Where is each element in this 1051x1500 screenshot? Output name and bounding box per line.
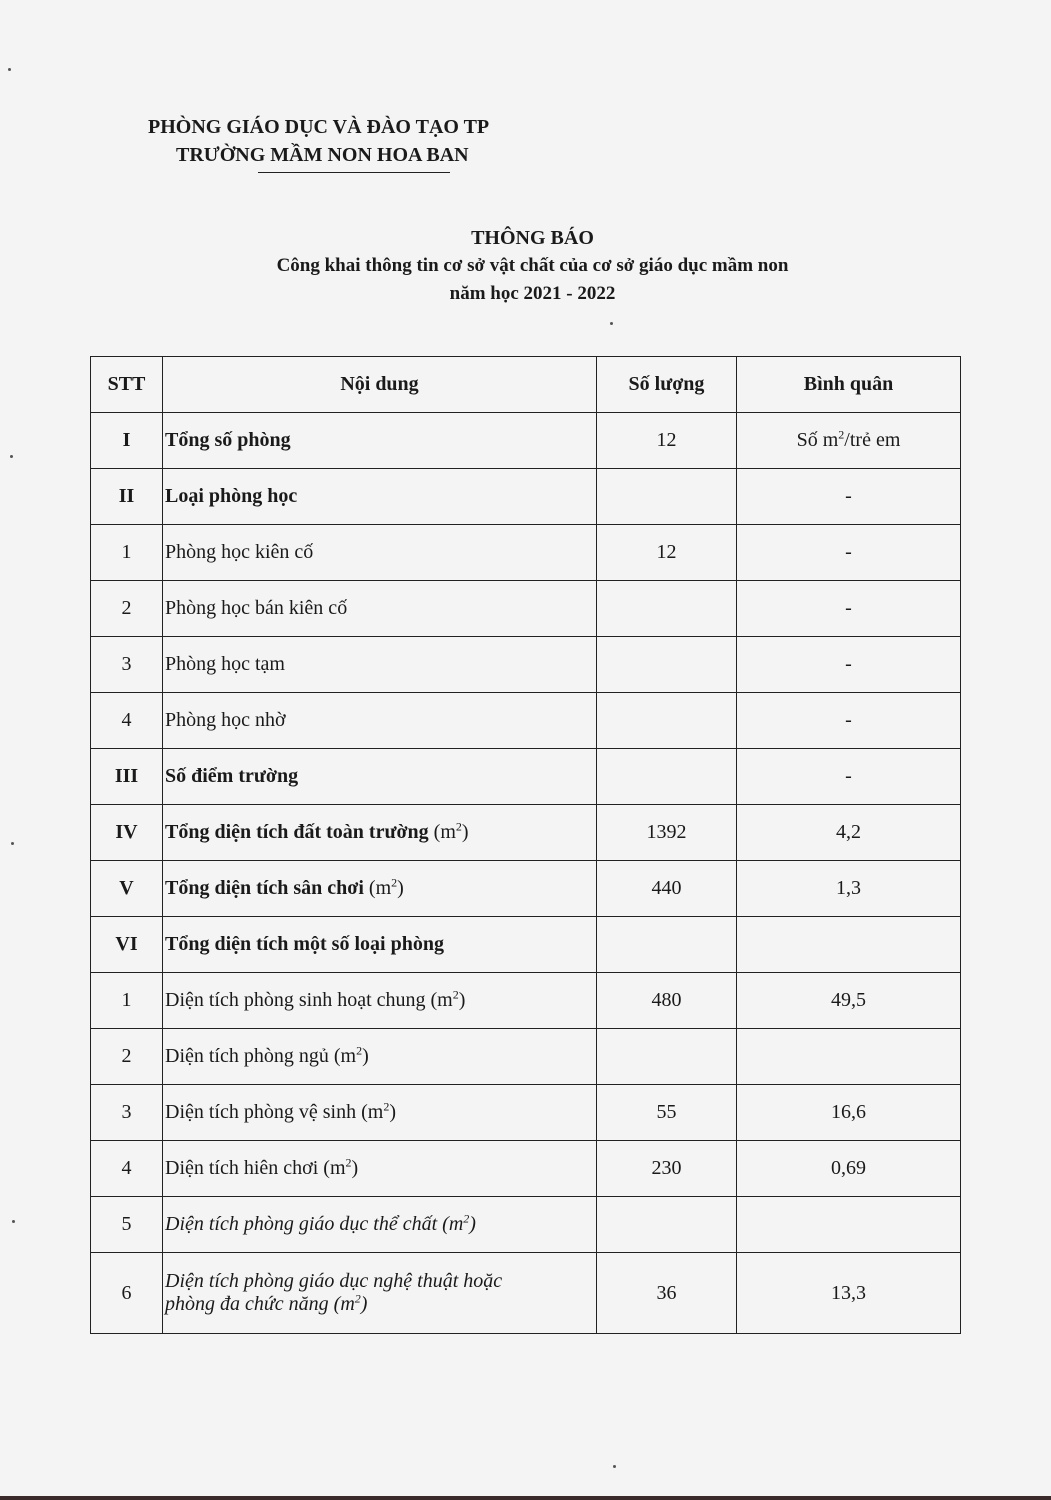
table-row (91, 917, 961, 973)
row-stt: V (91, 861, 163, 917)
row-stt: IV (91, 805, 163, 861)
row-quantity (597, 749, 737, 805)
table-row (91, 1141, 961, 1197)
row-quantity (597, 1029, 737, 1085)
row-content-label: Diện tích phòng ngủ (m (165, 1045, 357, 1067)
row-content: Loại phòng học (163, 469, 597, 525)
row-average (737, 1029, 961, 1085)
row-content-label: Diện tích phòng giáo dục thể chất (m (165, 1213, 464, 1235)
row-quantity: 440 (597, 861, 737, 917)
table-row (91, 581, 961, 637)
scan-speck (8, 68, 11, 71)
row-unit-close: ) (362, 1045, 369, 1067)
scan-speck (11, 842, 14, 845)
row-average: - (737, 637, 961, 693)
scan-speck (613, 1465, 616, 1468)
table-row (91, 525, 961, 581)
row-content (163, 1085, 597, 1141)
facilities-table (90, 356, 961, 1334)
header-quantity: Số lượng (597, 357, 737, 413)
row-stt: VI (91, 917, 163, 973)
row-unit-exponent: 2 (463, 1211, 470, 1226)
row-content (163, 1197, 597, 1253)
row-content-line1: Diện tích phòng giáo dục nghệ thuật hoặc (165, 1270, 503, 1292)
row-quantity: 480 (597, 973, 737, 1029)
row-quantity: 36 (597, 1253, 737, 1334)
row-stt: 1 (91, 525, 163, 581)
row-unit-close: ) (389, 1101, 396, 1123)
row-average: - (737, 525, 961, 581)
row-unit: (m (428, 821, 456, 843)
row-content (163, 973, 597, 1029)
table-row (91, 973, 961, 1029)
row-quantity: 55 (597, 1085, 737, 1141)
row-unit-exponent: 2 (383, 1099, 390, 1114)
row-average (737, 413, 961, 469)
row-content-label: Diện tích phòng vệ sinh (m (165, 1101, 384, 1123)
announcement-subtitle: Công khai thông tin cơ sở vật chất của cơ sở giáo dục mầm non (276, 255, 789, 276)
row-quantity (597, 1197, 737, 1253)
header-average: Bình quân (737, 357, 961, 413)
announcement-title-block (0, 224, 1051, 308)
scan-speck (610, 322, 613, 325)
row-stt: 2 (91, 581, 163, 637)
row-unit-exponent: 2 (391, 875, 398, 890)
row-unit-close: ) (469, 1213, 476, 1235)
row-stt: II (91, 469, 163, 525)
row-quantity: 12 (597, 525, 737, 581)
table-row (91, 693, 961, 749)
row-content-label: Tổng diện tích đất toàn trường (165, 821, 429, 843)
row-content (163, 861, 597, 917)
row-quantity (597, 581, 737, 637)
table-row (91, 1253, 961, 1334)
scan-edge (0, 1496, 1051, 1500)
table-row (91, 861, 961, 917)
row-stt: 6 (91, 1253, 163, 1334)
row-stt: I (91, 413, 163, 469)
table-row (91, 1197, 961, 1253)
row-unit-close: ) (360, 1293, 368, 1315)
row-average: - (737, 693, 961, 749)
row-content: Phòng học bán kiên cố (163, 581, 597, 637)
average-unit-tail: /trẻ em (844, 429, 901, 451)
header-content: Nội dung (163, 357, 597, 413)
row-unit: (m (363, 877, 392, 899)
row-stt: 2 (91, 1029, 163, 1085)
row-average: 4,2 (737, 805, 961, 861)
row-average: 16,6 (737, 1085, 961, 1141)
row-stt: III (91, 749, 163, 805)
header-stt: STT (91, 357, 163, 413)
row-unit-close: ) (397, 877, 404, 899)
table-row (91, 469, 961, 525)
row-content (163, 805, 597, 861)
row-content: Số điểm trường (163, 749, 597, 805)
row-average: 0,69 (737, 1141, 961, 1197)
row-content-label: Diện tích hiên chơi (m (165, 1157, 346, 1179)
row-content-label: Diện tích phòng sinh hoạt chung (m (165, 989, 453, 1011)
table-row (91, 1085, 961, 1141)
school-name: TRƯỜNG MẦM NON HOA BAN (176, 144, 469, 166)
row-quantity (597, 917, 737, 973)
average-unit-exponent: 2 (838, 427, 845, 442)
row-unit-exponent: 2 (452, 987, 459, 1002)
row-stt: 1 (91, 973, 163, 1029)
row-unit-exponent: 2 (354, 1291, 361, 1306)
row-content-label: phòng đa chức năng (m (165, 1293, 355, 1315)
department-name: PHÒNG GIÁO DỤC VÀ ĐÀO TẠO TP (148, 116, 490, 138)
table-row (91, 413, 961, 469)
row-quantity (597, 469, 737, 525)
row-stt: 3 (91, 637, 163, 693)
row-content (163, 1029, 597, 1085)
row-unit-exponent: 2 (356, 1043, 363, 1058)
school-header (148, 113, 568, 169)
row-stt: 5 (91, 1197, 163, 1253)
row-unit-exponent: 2 (345, 1155, 352, 1170)
table-header-row (91, 357, 961, 413)
scan-speck (12, 1220, 15, 1223)
row-unit-close: ) (458, 989, 466, 1011)
row-content (163, 1253, 597, 1334)
row-quantity: 12 (597, 413, 737, 469)
row-average (737, 917, 961, 973)
row-content: Phòng học tạm (163, 637, 597, 693)
row-stt: 3 (91, 1085, 163, 1141)
row-average: 13,3 (737, 1253, 961, 1334)
row-average: 1,3 (737, 861, 961, 917)
announcement-title: THÔNG BÁO (471, 227, 594, 249)
average-unit: Số m (796, 429, 839, 451)
row-content: Tổng số phòng (163, 413, 597, 469)
row-average (737, 1197, 961, 1253)
row-average: 49,5 (737, 973, 961, 1029)
row-quantity (597, 637, 737, 693)
row-stt: 4 (91, 693, 163, 749)
table-row (91, 805, 961, 861)
row-stt: 4 (91, 1141, 163, 1197)
table-row (91, 1029, 961, 1085)
table-row (91, 637, 961, 693)
table-row (91, 749, 961, 805)
header-underline (258, 172, 450, 173)
row-content: Phòng học kiên cố (163, 525, 597, 581)
row-quantity: 230 (597, 1141, 737, 1197)
row-content-line2 (165, 1293, 596, 1316)
row-average: - (737, 469, 961, 525)
row-average: - (737, 749, 961, 805)
row-unit-close: ) (351, 1157, 359, 1179)
row-content (163, 1141, 597, 1197)
row-quantity (597, 693, 737, 749)
row-average: - (737, 581, 961, 637)
school-year: năm học 2021 - 2022 (449, 283, 616, 304)
scan-speck (10, 455, 13, 458)
row-content: Phòng học nhờ (163, 693, 597, 749)
row-content: Tổng diện tích một số loại phòng (163, 917, 597, 973)
row-quantity: 1392 (597, 805, 737, 861)
row-unit-exponent: 2 (455, 819, 462, 834)
row-unit-close: ) (461, 821, 469, 843)
row-content-label: Tổng diện tích sân chơi (165, 877, 364, 899)
